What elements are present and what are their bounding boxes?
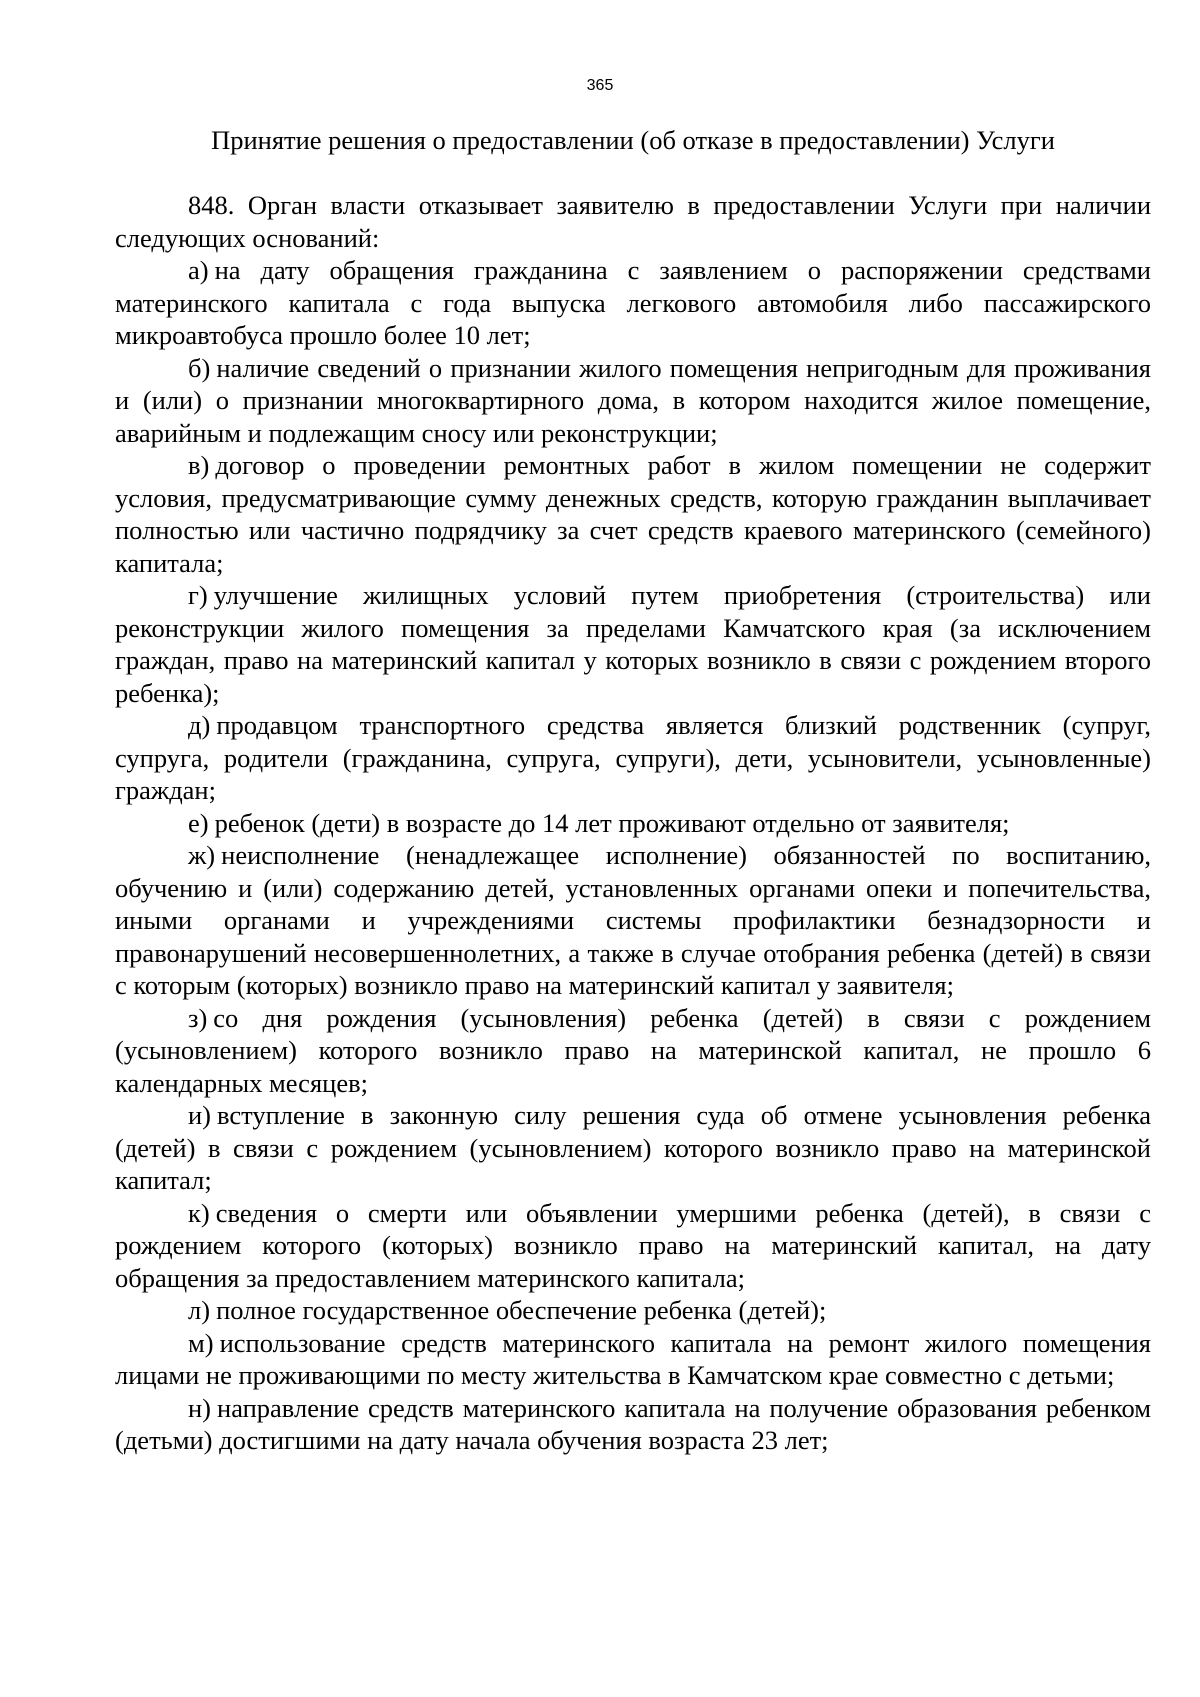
list-item-letter: ж)	[188, 840, 216, 870]
list-item	[115, 1294, 1151, 1327]
list-item-letter: д)	[188, 710, 211, 740]
list-item-letter: в)	[188, 450, 210, 480]
list-item-letter: г)	[188, 580, 208, 610]
list-item-text: со дня рождения (усыновления) ребенка (детей) в связи с рождением (усыновлением) которого возникло право на материнской капитал, не прошло 6 календарных месяцев;	[115, 1002, 1151, 1098]
list-item-text: договор о проведении ремонтных работ в жилом помещении не содержит условия, предусматривающие сумму денежных средств, которую гражданин выплачивает полностью или частично подрядчику за счет средств краевого материнского (семейного) капитала;	[115, 450, 1151, 578]
list-item	[115, 1197, 1151, 1295]
list-item-letter: н)	[188, 1392, 212, 1423]
list-item-letter: м)	[188, 1327, 214, 1358]
document-body	[115, 189, 1151, 1457]
list-item-text: ребенок (дети) в возрасте до 14 лет проживают отдельно от заявителя;	[214, 807, 1010, 838]
list-item	[115, 1099, 1151, 1197]
list-item	[115, 839, 1151, 1002]
page-number: 365	[586, 77, 614, 94]
list-item-letter: к)	[188, 1197, 210, 1228]
list-item-letter: з)	[188, 1002, 208, 1033]
list-item-text: неисполнение (ненадлежащее исполнение) обязанностей по воспитанию, обучению и (или) содержанию детей, установленных органами опеки и попечительства, иными органами и учреждениями системы профилактики безнадзорности и правонарушений несовершеннолетних, а также в случае отобрания ребенка (детей) в связи с которым (которых) возникло право на материнский капитал у заявителя;	[115, 840, 1151, 1000]
list-item	[115, 254, 1151, 352]
grounds-list	[115, 254, 1151, 1457]
list-item-letter: и)	[188, 1100, 212, 1130]
list-item-text: использование средств материнского капитала на ремонт жилого помещения лицами не проживающими по месту жительства в Камчатском крае совместно с детьми;	[115, 1327, 1151, 1390]
list-item	[115, 709, 1151, 807]
list-item-text: улучшение жилищных условий путем приобретения (строительства) или реконструкции жилого помещения за пределами Камчатского края (за исключением граждан, право на материнский капитал у которых возникло в связи с рождением второго ребенка);	[115, 580, 1151, 708]
list-item	[115, 1327, 1151, 1392]
list-item-text: направление средств материнского капитала на получение образования ребенком (детьми) достигшими на дату начала обучения возраста 23 лет;	[115, 1392, 1151, 1455]
list-item-letter: а)	[188, 255, 209, 285]
list-item	[115, 1002, 1151, 1100]
list-item-letter: л)	[188, 1295, 211, 1325]
list-item-text: вступление в законную силу решения суда об отмене усыновления ребенка (детей) в связи с рождением (усыновлением) которого возникло право на материнской капитал;	[115, 1100, 1151, 1195]
list-item	[115, 352, 1151, 450]
list-item	[115, 579, 1151, 709]
list-item	[115, 807, 1151, 840]
list-item-text: на дату обращения гражданина с заявлением о распоряжении средствами материнского капитала с года выпуска легкового автомобиля либо пассажирского микроавтобуса прошло более 10 лет;	[115, 255, 1151, 350]
list-item	[115, 1392, 1151, 1457]
list-item-text: сведения о смерти или объявлении умершими ребенка (детей), в связи с рождением которого (которых) возникло право на материнский капитал, на дату обращения за предоставлением материнского капитала;	[115, 1197, 1151, 1293]
list-item-letter: б)	[188, 352, 211, 383]
list-item-text: наличие сведений о признании жилого помещения непригодным для проживания и (или) о признании многоквартирного дома, в котором находится жилое помещение, аварийным и подлежащим сносу или реконструкции;	[115, 352, 1151, 448]
intro-paragraph: 848. Орган власти отказывает заявителю в предоставлении Услуги при наличии следующих оснований:	[115, 190, 1151, 253]
section-heading: Принятие решения о предоставлении (об отказе в предоставлении) Услуги	[211, 125, 1055, 155]
list-item-letter: е)	[188, 807, 209, 838]
list-item	[115, 449, 1151, 579]
list-item-text: полное государственное обеспечение ребенка (детей);	[216, 1295, 827, 1325]
list-item-text: продавцом транспортного средства является близкий родственник (супруг, супруга, родители (гражданина, супруга, супруги), дети, усыновители, усыновленные) граждан;	[115, 710, 1151, 805]
